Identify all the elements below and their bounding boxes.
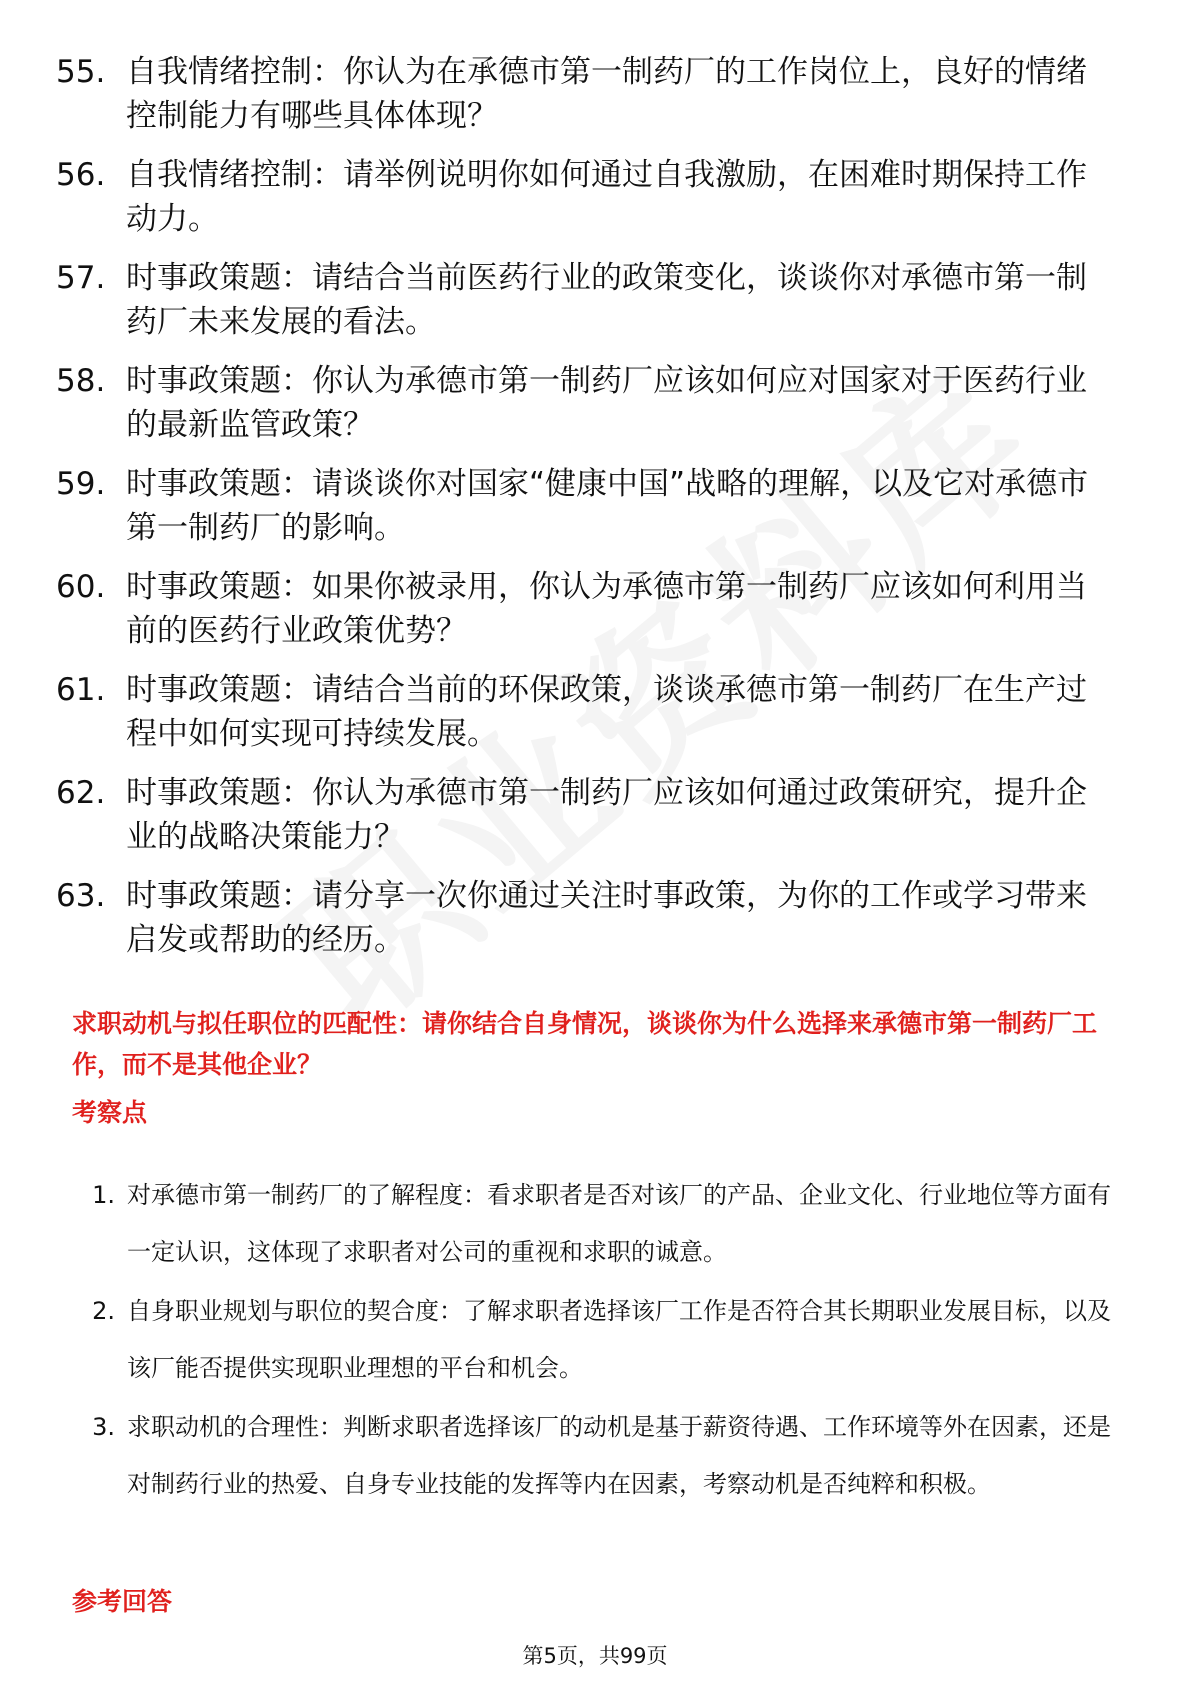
answer-title: 参考回答: [72, 1587, 173, 1616]
question-text: 时事政策题：请结合当前医药行业的政策变化，谈谈你对承德市第一制药厂未来发展的看法。: [126, 260, 1087, 340]
point-text: 自身职业规划与职位的契合度：了解求职者选择该厂工作是否符合其长期职业发展目标，以及该厂能否提供实现职业理想的平台和机会。: [127, 1297, 1111, 1382]
question-number: 58.: [56, 363, 106, 399]
question-item: [56, 771, 1116, 859]
question-number: 57.: [56, 260, 106, 296]
question-list: [56, 50, 1116, 977]
point-number: 2.: [92, 1297, 115, 1325]
question-item: [56, 359, 1116, 447]
points-list: [72, 1167, 1117, 1515]
question-item: [56, 153, 1116, 241]
question-number: 56.: [56, 157, 106, 193]
question-item: [56, 50, 1116, 138]
question-text: 时事政策题：请结合当前的环保政策，谈谈承德市第一制药厂在生产过程中如何实现可持续发展。: [126, 672, 1087, 752]
point-number: 3.: [92, 1413, 115, 1441]
question-number: 62.: [56, 775, 106, 811]
question-number: 63.: [56, 878, 106, 914]
question-number: 59.: [56, 466, 106, 502]
question-text: 自我情绪控制：请举例说明你如何通过自我激励，在困难时期保持工作动力。: [126, 157, 1087, 237]
question-text: 时事政策题：请谈谈你对国家“健康中国”战略的理解，以及它对承德市第一制药厂的影响。: [126, 466, 1089, 546]
question-number: 55.: [56, 54, 106, 90]
question-item: [56, 462, 1116, 550]
question-item: [56, 565, 1116, 653]
page-footer: 第5页，共99页: [522, 1644, 668, 1668]
question-number: 61.: [56, 672, 106, 708]
question-text: 自我情绪控制：你认为在承德市第一制药厂的工作岗位上，良好的情绪控制能力有哪些具体体现？: [126, 54, 1087, 134]
question-text: 时事政策题：你认为承德市第一制药厂应该如何应对国家对于医药行业的最新监管政策？: [126, 363, 1087, 443]
question-number: 60.: [56, 569, 106, 605]
point-item: [72, 1399, 1117, 1513]
point-item: [72, 1167, 1117, 1281]
question-item: [56, 874, 1116, 962]
question-text: 时事政策题：如果你被录用，你认为承德市第一制药厂应该如何利用当前的医药行业政策优势？: [126, 569, 1087, 649]
points-title: 考察点: [72, 1098, 148, 1127]
section-heading: 求职动机与拟任职位的匹配性：请你结合自身情况，谈谈你为什么选择来承德市第一制药厂工作，而不是其他企业？: [72, 1009, 1098, 1079]
point-text: 求职动机的合理性：判断求职者选择该厂的动机是基于薪资待遇、工作环境等外在因素，还是对制药行业的热爱、自身专业技能的发挥等内在因素，考察动机是否纯粹和积极。: [127, 1413, 1111, 1498]
question-text: 时事政策题：你认为承德市第一制药厂应该如何通过政策研究，提升企业的战略决策能力？: [126, 775, 1087, 855]
question-text: 时事政策题：请分享一次你通过关注时事政策，为你的工作或学习带来启发或帮助的经历。: [126, 878, 1087, 958]
point-item: [72, 1283, 1117, 1397]
point-number: 1.: [92, 1181, 115, 1209]
point-text: 对承德市第一制药厂的了解程度：看求职者是否对该厂的产品、企业文化、行业地位等方面有一定认识，这体现了求职者对公司的重视和求职的诚意。: [127, 1181, 1111, 1266]
question-item: [56, 256, 1116, 344]
question-item: [56, 668, 1116, 756]
